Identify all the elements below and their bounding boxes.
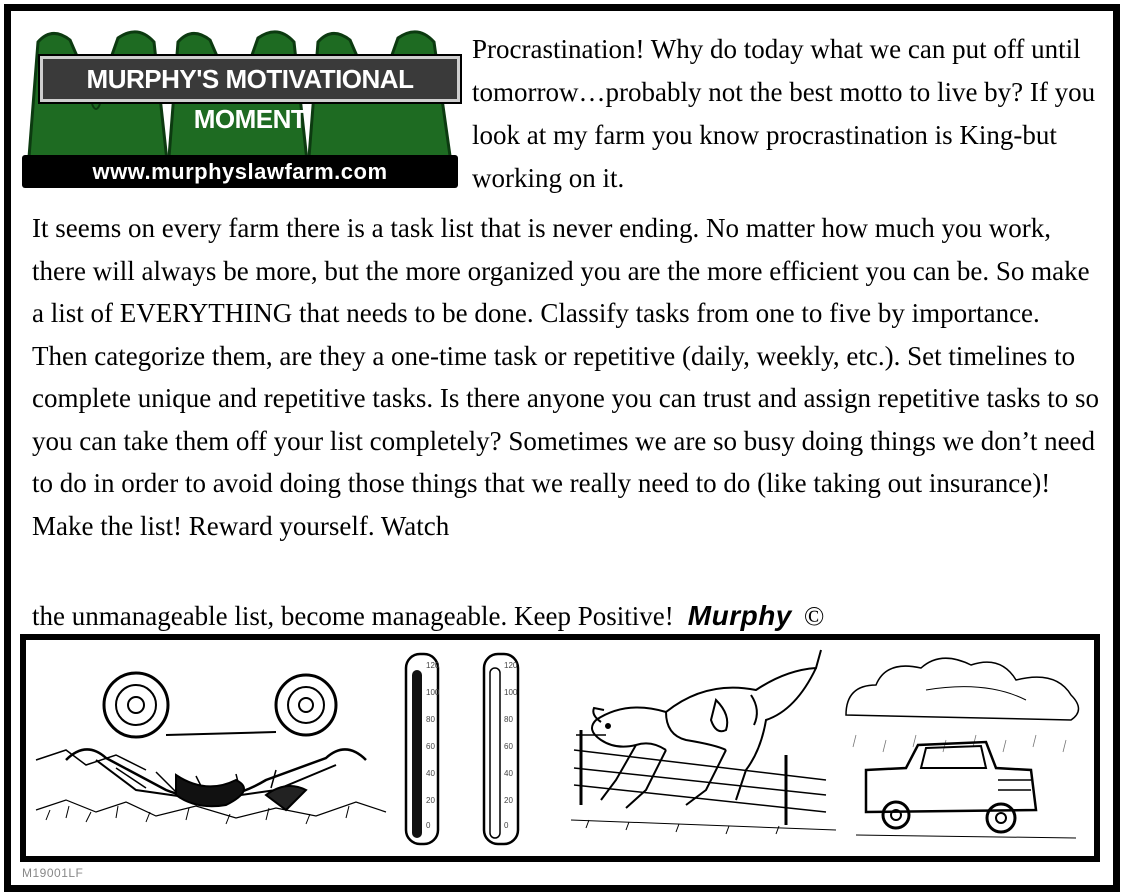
thermo1-tick-20: 20 [426,796,435,805]
thermometer-illustration-1 [406,654,440,844]
thermo2-tick-60: 60 [504,742,513,751]
thermo1-tick-120: 120 [426,661,440,670]
overturned-tractor-illustration [36,673,386,824]
thermo2-tick-0: 0 [504,821,509,830]
thermo2-tick-20: 20 [504,796,513,805]
thermo1-tick-80: 80 [426,715,435,724]
thermo1-tick-100: 100 [426,688,440,697]
footer-code: M19001LF [22,866,84,880]
illustration-strip [26,640,1094,856]
closing-text: the unmanageable list, become manageable. Keep Positive! [32,601,674,631]
intro-paragraph: Procrastination! Why do today what we can put off until tomorrow…probably not the best motto to live by? If you look at my farm you know procrastination is King-but working on it. [472,34,1096,193]
mmm-logo [22,20,458,188]
thermo2-tick-100: 100 [504,688,518,697]
thermo1-tick-40: 40 [426,769,435,778]
closing-line [32,595,1100,637]
cow-jumping-fence-illustration [571,650,836,834]
thermo1-tick-60: 60 [426,742,435,751]
storm-pickup-truck-illustration [846,658,1079,838]
copyright-symbol: © [803,601,825,631]
thermo2-tick-40: 40 [504,769,513,778]
body-paragraph: It seems on every farm there is a task list that is never ending. No matter how much you work, there will always be more, but the more organized you are the more efficient you can be. So make a list of EVERYTHING that needs to be done. Classify tasks from one to five by importance. Then categorize them, are they a one-time task or repetitive (daily, weekly, etc.). Set timelines to complete unique and repetitive tasks. Is there anyone you can trust and assign repetitive tasks to so you can take them off your list completely? Sometimes we are so busy doing things we don’t need to do in order to avoid doing those things that we really need to do (like taking out insurance)! Make the list! Reward yourself. Watch [32,213,1099,541]
illustration-panel [20,634,1100,862]
thermo1-tick-0: 0 [426,821,431,830]
thermometer-illustration-2 [484,654,518,844]
logo-url: www.murphyslawfarm.com [22,155,458,188]
logo-banner: MURPHY'S MOTIVATIONAL MOMENT [40,56,460,102]
thermo2-tick-120: 120 [504,661,518,670]
signature-murphy: Murphy [687,600,792,631]
thermo2-tick-80: 80 [504,715,513,724]
